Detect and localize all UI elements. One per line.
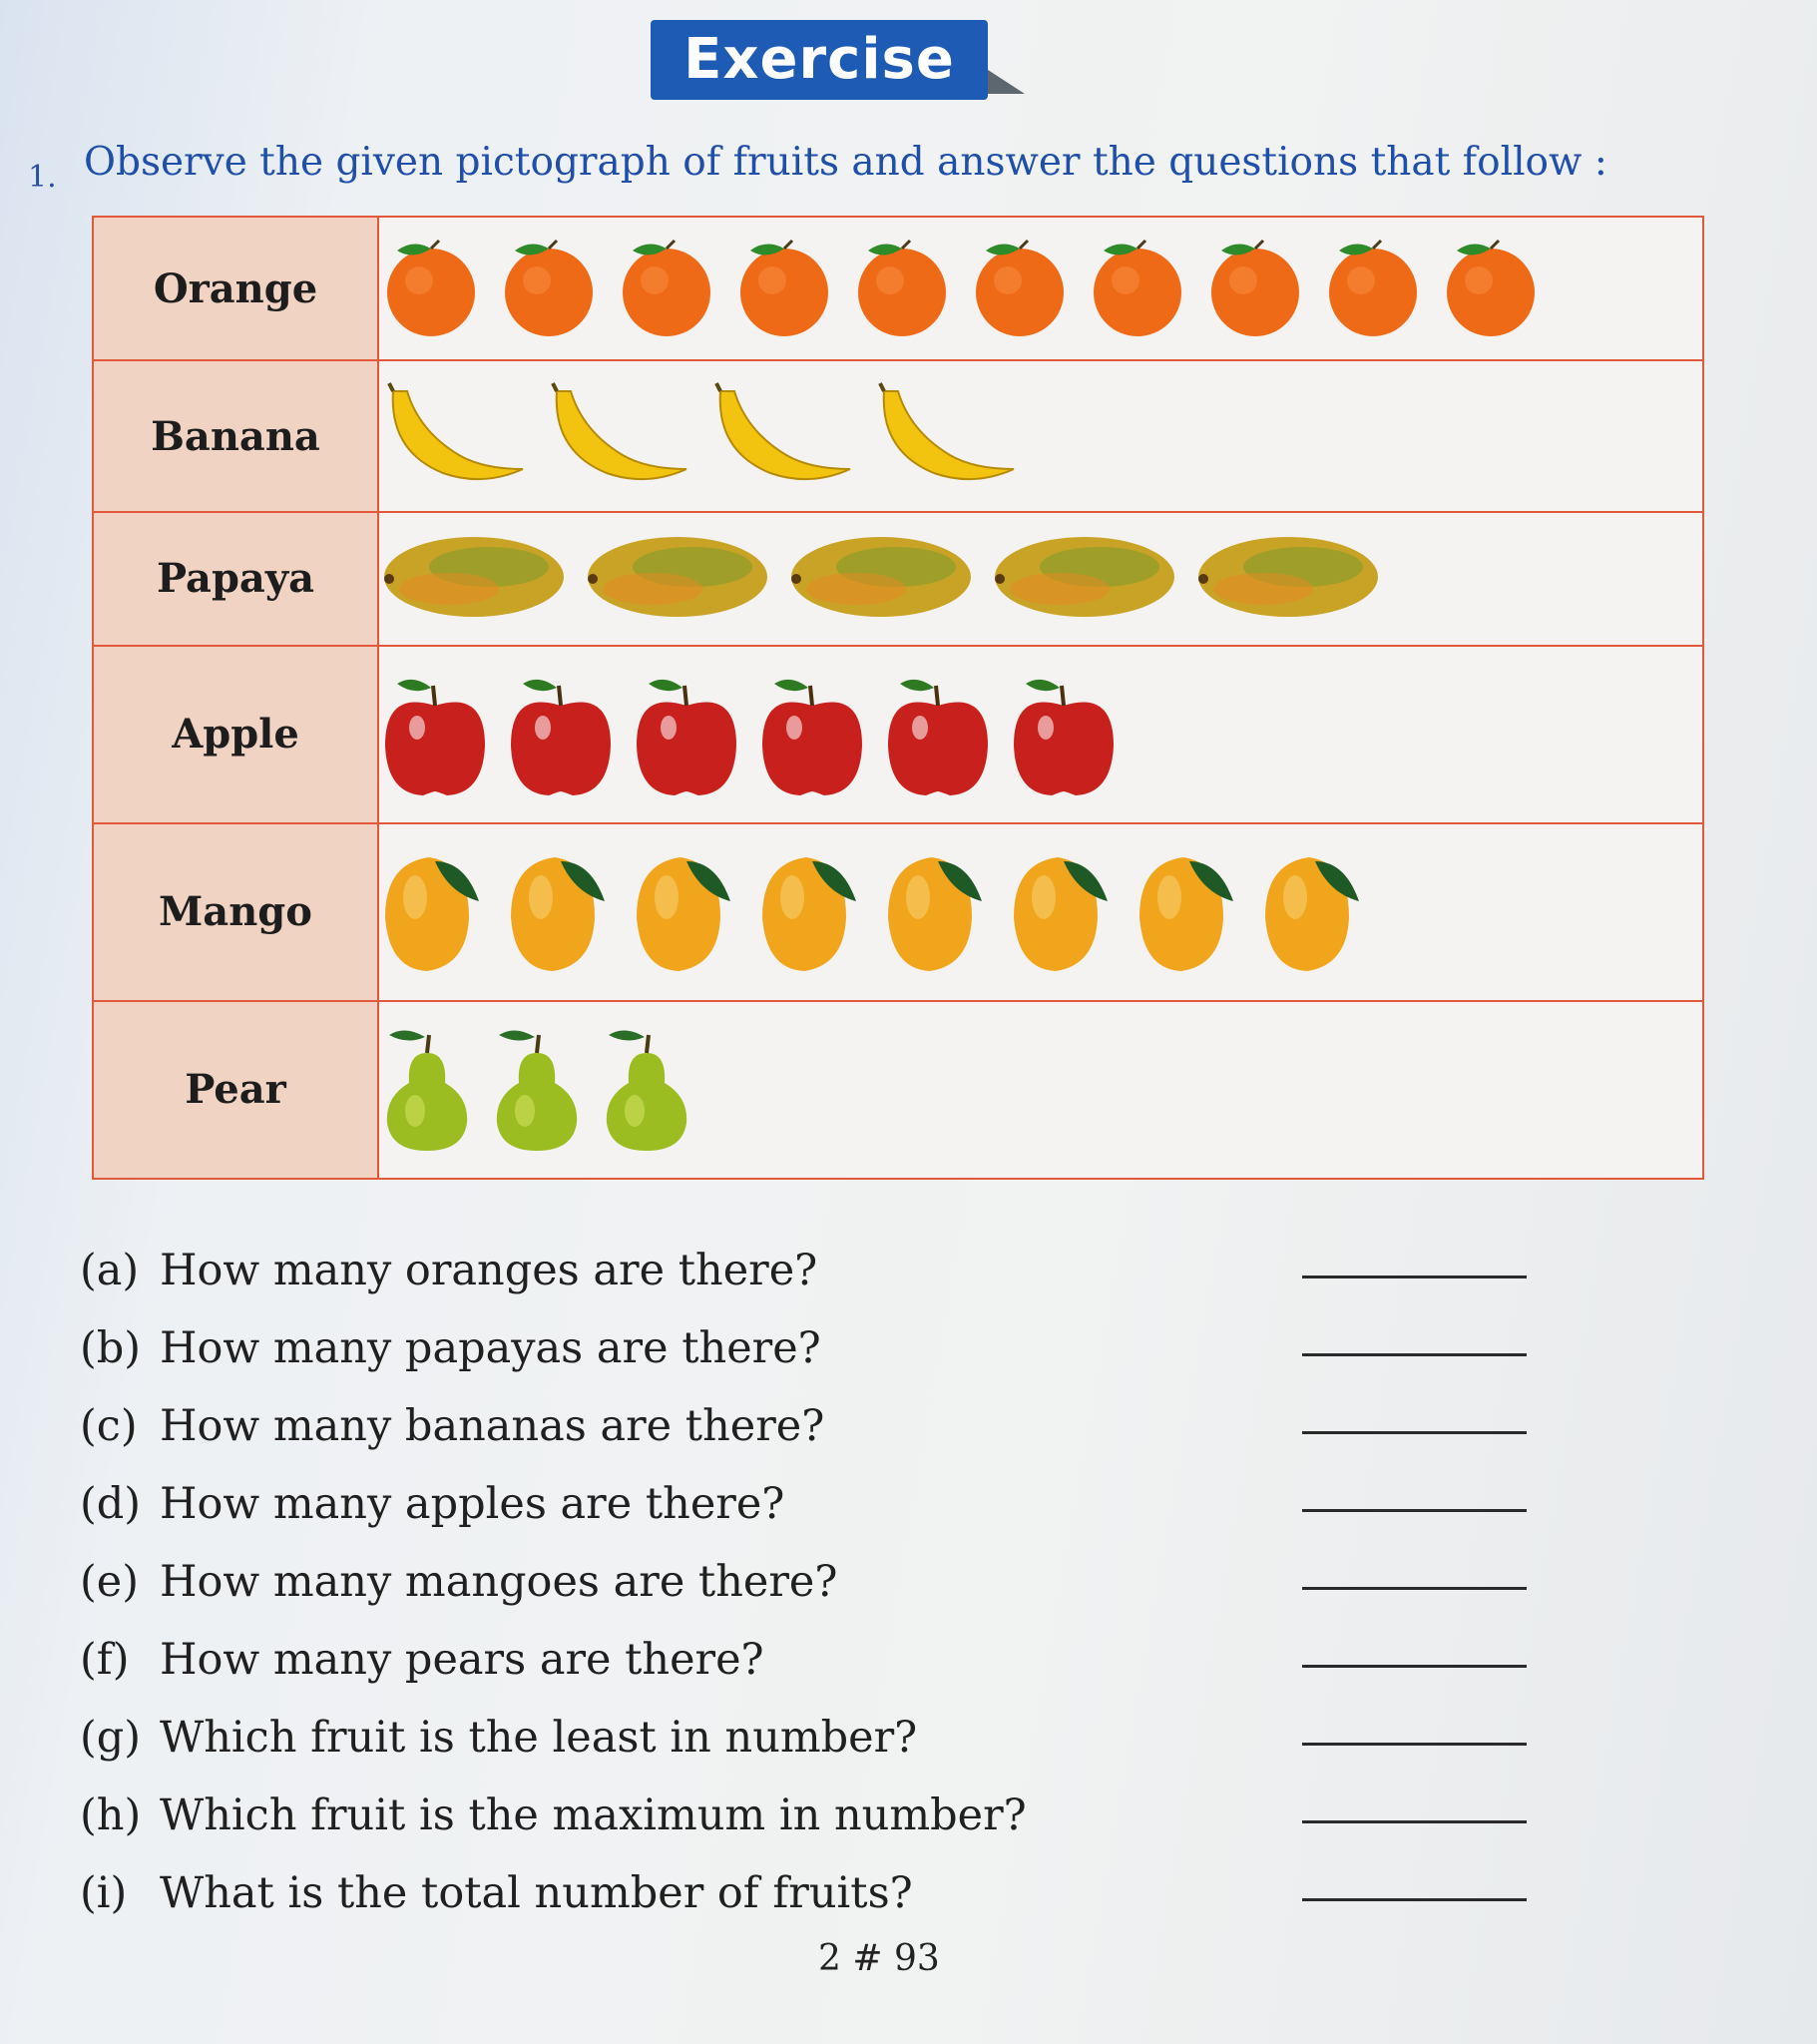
question-text: How many mangoes are there? bbox=[160, 1557, 838, 1607]
question-text: How many papayas are there? bbox=[160, 1323, 821, 1373]
question-row bbox=[80, 1783, 1577, 1860]
banana-icon bbox=[706, 379, 856, 493]
pear-icon bbox=[599, 1023, 694, 1157]
mango-icon bbox=[1134, 845, 1245, 979]
banana-icon bbox=[543, 379, 692, 493]
fruit-label: Mango bbox=[93, 823, 378, 1001]
question-row bbox=[80, 1549, 1577, 1627]
orange-icon bbox=[1321, 235, 1425, 342]
mango-icon bbox=[505, 845, 617, 979]
answer-blank[interactable] bbox=[1302, 1353, 1527, 1356]
question-list bbox=[80, 1238, 1577, 1938]
papaya-icon bbox=[990, 529, 1179, 629]
answer-blank[interactable] bbox=[1302, 1431, 1527, 1434]
papaya-icon bbox=[1193, 529, 1383, 629]
answer-blank[interactable] bbox=[1302, 1820, 1527, 1823]
question-letter: (i) bbox=[80, 1868, 128, 1918]
question-row bbox=[80, 1315, 1577, 1393]
fruit-label: Orange bbox=[93, 217, 378, 360]
question-text: How many oranges are there? bbox=[160, 1246, 818, 1295]
fruit-icons-cell bbox=[378, 646, 1703, 823]
question-text: Which fruit is the least in number? bbox=[160, 1713, 918, 1763]
apple-icon bbox=[1008, 668, 1120, 801]
fruit-label: Apple bbox=[93, 646, 378, 823]
question-letter: (a) bbox=[80, 1246, 140, 1295]
answer-blank[interactable] bbox=[1302, 1665, 1527, 1668]
question-letter: (f) bbox=[80, 1635, 130, 1685]
fruit-label: Pear bbox=[93, 1001, 378, 1179]
answer-blank[interactable] bbox=[1302, 1587, 1527, 1590]
apple-icon bbox=[882, 668, 994, 801]
mango-icon bbox=[882, 845, 994, 979]
orange-icon bbox=[615, 235, 718, 342]
mango-icon bbox=[1259, 845, 1371, 979]
answer-blank[interactable] bbox=[1302, 1509, 1527, 1512]
question-text: How many bananas are there? bbox=[160, 1401, 825, 1451]
mango-icon bbox=[756, 845, 868, 979]
orange-icon bbox=[379, 235, 483, 342]
fruit-icons-cell bbox=[378, 360, 1703, 512]
question-text: How many apples are there? bbox=[160, 1479, 785, 1529]
question-row bbox=[80, 1238, 1577, 1315]
fruit-pictograph bbox=[92, 216, 1704, 1180]
mango-icon bbox=[1008, 845, 1120, 979]
papaya-icon bbox=[786, 529, 976, 629]
page-number: 2 # 93 bbox=[818, 1938, 940, 1979]
orange-icon bbox=[1439, 235, 1543, 342]
question-letter: (b) bbox=[80, 1323, 142, 1373]
question-letter: (d) bbox=[80, 1479, 142, 1529]
fruit-icons-cell bbox=[378, 823, 1703, 1001]
answer-blank[interactable] bbox=[1302, 1276, 1527, 1278]
papaya-icon bbox=[379, 529, 569, 629]
question-row bbox=[80, 1705, 1577, 1783]
orange-icon bbox=[1086, 235, 1189, 342]
question-prompt: Observe the given pictograph of fruits and answer the questions that follow : bbox=[84, 140, 1607, 185]
question-letter: (c) bbox=[80, 1401, 138, 1451]
pictograph-row-papaya bbox=[93, 512, 1703, 646]
answer-blank[interactable] bbox=[1302, 1898, 1527, 1901]
pictograph-row-orange bbox=[93, 217, 1703, 360]
fruit-icons-cell bbox=[378, 512, 1703, 646]
question-text: What is the total number of fruits? bbox=[160, 1868, 913, 1918]
banana-icon bbox=[870, 379, 1020, 493]
apple-icon bbox=[756, 668, 868, 801]
question-text: Which fruit is the maximum in number? bbox=[160, 1790, 1027, 1840]
question-row bbox=[80, 1860, 1577, 1938]
orange-icon bbox=[850, 235, 954, 342]
question-letter: (e) bbox=[80, 1557, 139, 1607]
orange-icon bbox=[732, 235, 836, 342]
question-number: 1. bbox=[28, 160, 57, 195]
apple-icon bbox=[505, 668, 617, 801]
fruit-icons-cell bbox=[378, 1001, 1703, 1179]
exercise-banner bbox=[651, 20, 1022, 104]
orange-icon bbox=[968, 235, 1072, 342]
question-row bbox=[80, 1393, 1577, 1471]
question-row bbox=[80, 1627, 1577, 1705]
banana-icon bbox=[379, 379, 529, 493]
fruit-label: Papaya bbox=[93, 512, 378, 646]
pear-icon bbox=[489, 1023, 585, 1157]
banner-title: Exercise bbox=[651, 20, 988, 100]
apple-icon bbox=[379, 668, 491, 801]
fruit-label: Banana bbox=[93, 360, 378, 512]
mango-icon bbox=[379, 845, 491, 979]
pictograph-row-apple bbox=[93, 646, 1703, 823]
pictograph-row-mango bbox=[93, 823, 1703, 1001]
pictograph-row-pear bbox=[93, 1001, 1703, 1179]
orange-icon bbox=[1203, 235, 1307, 342]
answer-blank[interactable] bbox=[1302, 1743, 1527, 1746]
orange-icon bbox=[497, 235, 601, 342]
fruit-icons-cell bbox=[378, 217, 1703, 360]
question-letter: (h) bbox=[80, 1790, 142, 1840]
pear-icon bbox=[379, 1023, 475, 1157]
question-letter: (g) bbox=[80, 1713, 142, 1763]
apple-icon bbox=[631, 668, 742, 801]
banner-fold-shape bbox=[985, 68, 1025, 94]
papaya-icon bbox=[583, 529, 772, 629]
pictograph-row-banana bbox=[93, 360, 1703, 512]
mango-icon bbox=[631, 845, 742, 979]
question-text: How many pears are there? bbox=[160, 1635, 764, 1685]
question-row bbox=[80, 1471, 1577, 1549]
